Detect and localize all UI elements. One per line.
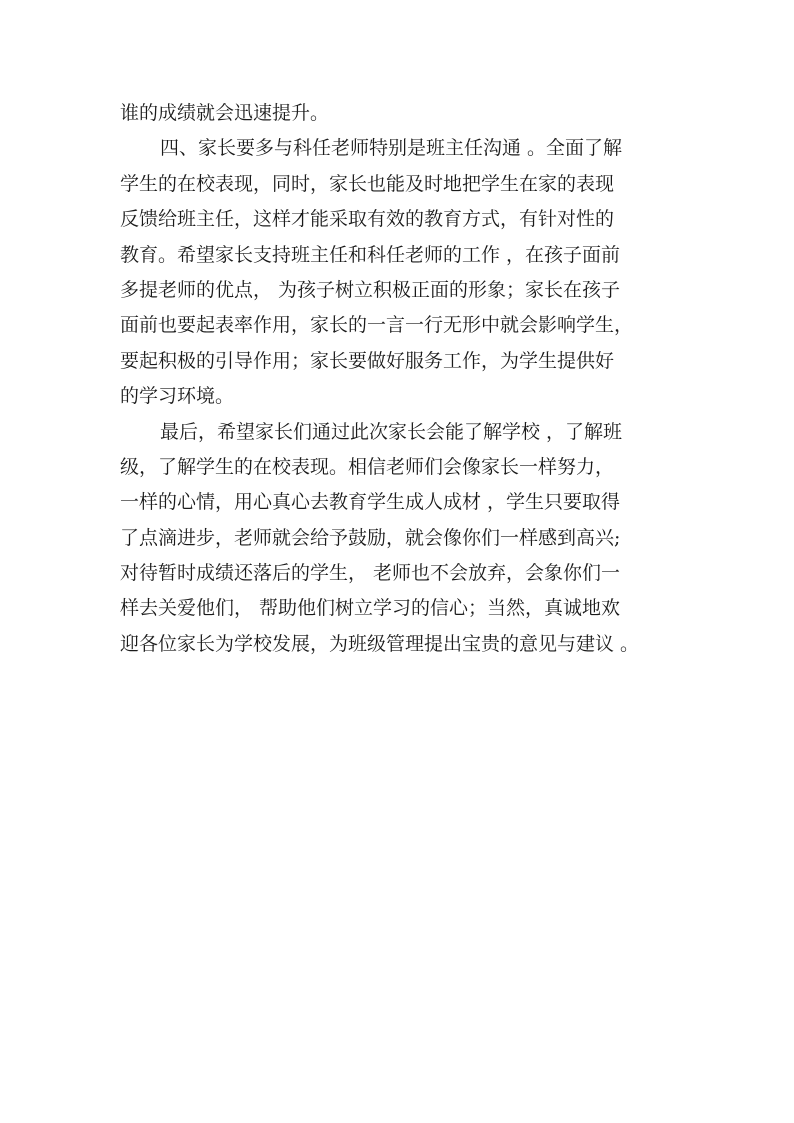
text-line: 迎各位家长为学校发展，为班级管理提出宝贵的意见与建议 。 xyxy=(120,632,640,655)
text-line: 最后，希望家长们通过此次家长会能了解学校 ，了解班 xyxy=(160,420,623,443)
text-line: 谁的成绩就会迅速提升。 xyxy=(120,102,330,124)
text-line: 反馈给班主任，这样才能采取有效的教育方式，有针对性的 xyxy=(120,208,615,231)
text-line: 了点滴进步，老师就会给予鼓励，就会像你们一样感到高兴; xyxy=(120,526,621,549)
text-line: 学生的在校表现，同时，家长也能及时地把学生在家的表现 xyxy=(120,172,615,195)
text-line: 要起积极的引导作用；家长要做好服务工作，为学生提供好 xyxy=(120,349,615,372)
text-line: 的学习环境。 xyxy=(120,385,235,408)
text-line: 一样的心情，用心真心去教育学生成人成材 ，学生只要取得 xyxy=(120,491,621,514)
text-line: 教育。希望家长支持班主任和科任老师的工作 ，在孩子面前 xyxy=(120,243,621,266)
text-line: 四、家长要多与科任老师特别是班主任沟通 。全面了解 xyxy=(160,137,623,160)
document-body xyxy=(120,96,690,662)
text-line: 对待暂时成绩还落后的学生， 老师也不会放弃，会象你们一 xyxy=(120,562,621,585)
text-line: 样去关爱他们， 帮助他们树立学习的信心；当然，真诚地欢 xyxy=(120,597,621,620)
text-line: 级，了解学生的在校表现。相信老师们会像家长一样努力， xyxy=(120,455,615,478)
text-line: 面前也要起表率作用，家长的一言一行无形中就会影响学生， xyxy=(120,314,634,337)
text-line: 多提老师的优点， 为孩子树立积极正面的形象；家长在孩子 xyxy=(120,278,621,301)
